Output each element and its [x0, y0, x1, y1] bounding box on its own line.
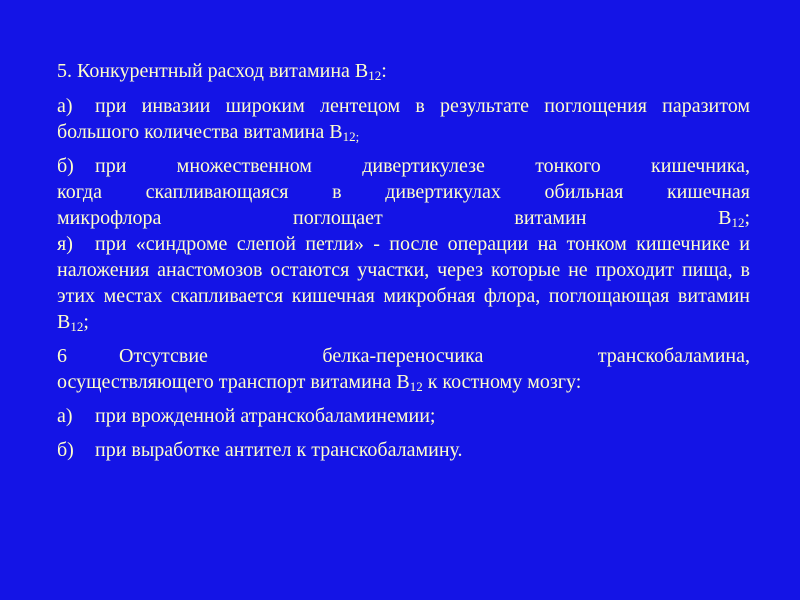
- item-a-text: при инвазии широким лентецом в результате поглощения паразитом большого количества витамина В: [57, 95, 750, 143]
- item-a-invasion: [57, 93, 750, 145]
- item-5-heading: [57, 58, 750, 84]
- item-b-marker: б): [57, 155, 74, 177]
- item-b-diverticulosis: [57, 153, 750, 231]
- item-6-line-1: [57, 343, 750, 369]
- item-b-tail: ;: [744, 207, 750, 229]
- item-ya-tail: ;: [83, 311, 89, 333]
- item-ya-text: при «синдроме слепой петли» - после операции на тонком кишечнике и наложения анастомозов остаются участки, через которые не проходит пища, в этих местах скапливается кишечная микробная флора, поглощающая витамин В: [57, 233, 750, 333]
- slide-text: [57, 58, 750, 471]
- item-ya-marker: я): [57, 233, 73, 255]
- item-a-sub: 12;: [342, 129, 360, 144]
- item-ya-blind-loop: [57, 231, 750, 335]
- item-b-sub: 12: [731, 215, 745, 230]
- item-6b-text: при выработке антител к транскобаламину.: [95, 439, 463, 461]
- item-6-line-1-text: Отсутсвие белка-переносчика транскобаламина,: [119, 345, 750, 367]
- item-a-marker: а): [57, 95, 73, 117]
- item-6-line-2-text: осуществляющего транспорт витамина В: [57, 371, 410, 393]
- item-b-line-1: [57, 153, 750, 179]
- item-6-marker: 6: [57, 345, 67, 367]
- item-b-line-3: [57, 205, 750, 231]
- item-5-lead: 5. Конкурентный расход витамина В: [57, 60, 369, 82]
- item-6a-congenital: [57, 403, 750, 429]
- item-6-heading: [57, 343, 750, 395]
- item-6a-marker: а): [57, 405, 73, 427]
- item-5-sub: 12: [368, 68, 382, 83]
- item-b-line-2: когда скапливающаяся в дивертикулах обильная кишечная: [57, 181, 750, 203]
- item-b-line-1-text: при множественном дивертикулезе тонкого кишечника,: [95, 155, 750, 177]
- item-5-tail: :: [381, 60, 387, 82]
- item-6a-text: при врожденной атранскобаламинемии;: [95, 405, 436, 427]
- item-6b-antibodies: [57, 437, 750, 463]
- item-6-tail: к костному мозгу:: [422, 371, 582, 393]
- item-6b-marker: б): [57, 439, 74, 461]
- item-b-line-3-text: микрофлора поглощает витамин В: [57, 207, 732, 229]
- item-ya-sub: 12: [70, 319, 84, 334]
- item-6-sub: 12: [409, 379, 423, 394]
